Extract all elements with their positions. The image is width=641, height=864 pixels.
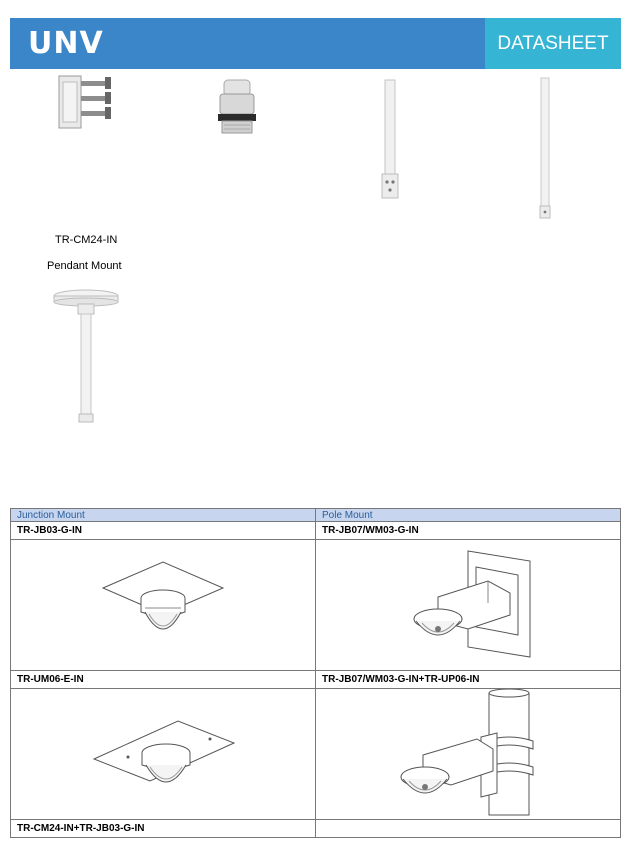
mount-accessories-table — [10, 508, 621, 838]
table-image-row — [11, 540, 621, 671]
page-header — [10, 18, 621, 69]
pole-bracket-dome-icon — [393, 689, 543, 819]
pendant-model-caption: TR-CM24-IN — [55, 234, 118, 246]
pendant-type-caption: Pendant Mount — [47, 260, 122, 272]
table-image-row — [11, 689, 621, 820]
image-cell — [11, 689, 316, 820]
image-cell — [11, 540, 316, 671]
datasheet-title: DATASHEET — [497, 32, 609, 54]
ceiling-dome-mount-icon — [93, 550, 233, 660]
model-cell: TR-CM24-IN+TR-JB03-G-IN — [11, 820, 316, 838]
table-header-row — [11, 509, 621, 522]
image-cell — [316, 540, 621, 671]
long-pole-icon — [535, 76, 555, 220]
model-cell — [316, 820, 621, 838]
wall-bracket-dome-icon — [398, 545, 538, 665]
table-row — [11, 671, 621, 689]
column-header-pole-mount: Pole Mount — [316, 509, 621, 522]
table-row — [11, 522, 621, 540]
extension-pole-icon — [375, 78, 405, 202]
table-row — [11, 820, 621, 838]
pole-clamp-bracket-icon — [55, 72, 115, 132]
pendant-mount-icon — [50, 288, 122, 428]
model-cell: TR-JB07/WM03-G-IN — [316, 522, 621, 540]
cable-gland-icon — [212, 78, 264, 140]
model-cell: TR-JB03-G-IN — [11, 522, 316, 540]
column-header-junction-mount: Junction Mount — [11, 509, 316, 522]
image-cell — [316, 689, 621, 820]
brand-logo: UNV — [28, 26, 104, 61]
ceiling-dome-mount-icon — [88, 699, 238, 809]
model-cell: TR-UM06-E-IN — [11, 671, 316, 689]
model-cell: TR-JB07/WM03-G-IN+TR-UP06-IN — [316, 671, 621, 689]
datasheet-banner — [485, 18, 621, 69]
